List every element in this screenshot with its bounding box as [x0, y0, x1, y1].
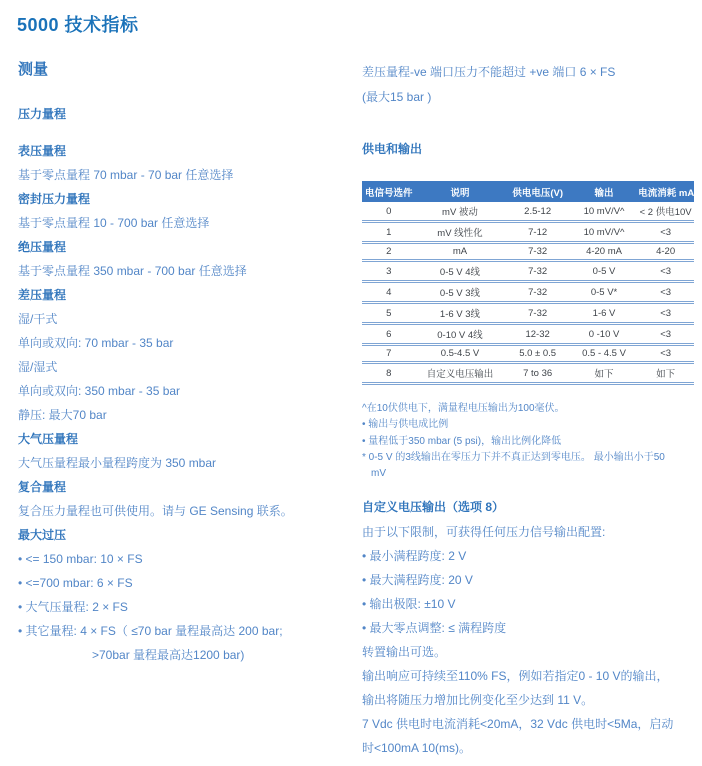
table-cell: 7-32 [504, 243, 570, 261]
spec-line: 单向或双向: 70 mbar - 35 bar [18, 336, 174, 350]
table-footnotes [362, 401, 696, 482]
group-heading: 表压量程 [18, 144, 67, 158]
footnote-wrapped: mV [371, 468, 386, 480]
group-heading: 最大过压 [18, 528, 67, 542]
table-cell: 如下 [571, 363, 637, 384]
table-header-cell: 说明 [416, 181, 505, 202]
table-cell: 7-32 [504, 282, 570, 303]
spec-group-compound [18, 481, 358, 517]
left-column [18, 62, 358, 673]
spec-line-wrapped: >70bar 量程最高达1200 bar) [92, 648, 245, 662]
spec-line: 静压: 最大70 bar [18, 408, 107, 422]
table-cell: 0-5 V 3线 [416, 282, 505, 303]
custom-lead-line: 由于以下限制，可获得任何压力信号输出配置: [362, 525, 606, 540]
table-row [362, 222, 694, 243]
table-cell: 7 [362, 345, 416, 363]
subsection-pressure-range: 压力量程 [18, 107, 67, 121]
spec-line: 基于零点量程 350 mbar - 700 bar 任意选择 [18, 264, 247, 278]
custom-bullet: • 输出极限: ±10 V [362, 597, 456, 612]
section-title-power-output: 供电和输出 [362, 142, 423, 156]
table-cell: 0-5 V [571, 261, 637, 282]
table-cell: 0.5-4.5 V [416, 345, 505, 363]
custom-text-line: 7 Vdc 供电时电流消耗<20mA，32 Vdc 供电时<5Ma，启动 [362, 717, 674, 732]
table-cell: 4-20 [637, 243, 694, 261]
custom-text-line: 转置输出可选。 [362, 645, 447, 660]
spec-group-overpressure [18, 529, 358, 661]
table-cell: <3 [637, 282, 694, 303]
table-cell: mV 线性化 [416, 222, 505, 243]
table-row [362, 303, 694, 324]
page-title: 5000 技术指标 [17, 15, 139, 35]
section-title-measurement: 测量 [18, 61, 49, 78]
table-row [362, 202, 694, 222]
table-cell: mA [416, 243, 505, 261]
group-heading: 密封压力量程 [18, 192, 91, 206]
custom-bullet: • 最大满程跨度: 20 V [362, 573, 473, 588]
spec-line: • 大气压量程: 2 × FS [18, 600, 128, 614]
table-cell: 10 mV/V^ [571, 202, 637, 222]
power-output-table [362, 181, 694, 385]
table-cell: 2 [362, 243, 416, 261]
spec-line: 湿/干式 [18, 312, 58, 326]
table-cell: 0-5 V 4线 [416, 261, 505, 282]
group-heading: 大气压量程 [18, 432, 79, 446]
table-row [362, 243, 694, 261]
table-row [362, 324, 694, 345]
table-header-row [362, 181, 694, 202]
table-row [362, 261, 694, 282]
spec-group-sealed [18, 193, 358, 229]
spec-group-barometric [18, 433, 358, 469]
table-cell: 1-6 V 3线 [416, 303, 505, 324]
table-cell: 12-32 [504, 324, 570, 345]
footnote: * 0-5 V 的3线输出在零压力下并不真正达到零电压。 最小输出小于50 [362, 451, 665, 463]
table-cell: 如下 [637, 363, 694, 384]
custom-text-line: 输出响应可持续至110% FS，例如若指定0 - 10 V的输出， [362, 669, 669, 684]
table-header-cell: 电流消耗 mA [637, 181, 694, 202]
custom-text-line: 输出将随压力增加比例变化至少达到 11 V。 [362, 693, 594, 708]
table-cell: 0 -10 V [571, 324, 637, 345]
spec-group-differential [18, 289, 358, 421]
table-cell: 6 [362, 324, 416, 345]
table-header-cell: 供电电压(V) [504, 181, 570, 202]
intro-line: 差压量程-ve 端口压力不能超过 +ve 端口 6 × FS [362, 65, 616, 79]
spec-group-absolute [18, 241, 358, 277]
table-cell: 0 [362, 202, 416, 222]
spec-line: 单向或双向: 350 mbar - 35 bar [18, 384, 181, 398]
spec-line: 基于零点量程 10 - 700 bar 任意选择 [18, 216, 210, 230]
footnote: • 输出与供电成比例 [362, 419, 449, 431]
table-cell: 7 to 36 [504, 363, 570, 384]
custom-bullet: • 最大零点调整: ≤ 满程跨度 [362, 621, 507, 636]
group-heading: 差压量程 [18, 288, 67, 302]
intro-line: (最大15 bar ) [362, 90, 432, 104]
table-cell: <3 [637, 324, 694, 345]
spec-line: 大气压量程最小量程跨度为 350 mbar [18, 456, 217, 470]
table-cell: 0.5 - 4.5 V [571, 345, 637, 363]
table-cell: <3 [637, 222, 694, 243]
spec-group-gauge [18, 145, 358, 181]
table-header-cell: 电信号选件 [362, 181, 416, 202]
table-cell: 自定义电压输出 [416, 363, 505, 384]
table-cell: 1-6 V [571, 303, 637, 324]
group-heading: 复合量程 [18, 480, 67, 494]
table-cell: 1 [362, 222, 416, 243]
spec-line: 基于零点量程 70 mbar - 70 bar 任意选择 [18, 168, 234, 182]
table-cell: 4 [362, 282, 416, 303]
table-cell: 0-10 V 4线 [416, 324, 505, 345]
table-cell: 5 [362, 303, 416, 324]
spec-line: • <=700 mbar: 6 × FS [18, 576, 133, 590]
table-cell: 3 [362, 261, 416, 282]
table-cell: 7-32 [504, 303, 570, 324]
table-header-cell: 输出 [571, 181, 637, 202]
table-cell: 10 mV/V^ [571, 222, 637, 243]
table-cell: 5.0 ± 0.5 [504, 345, 570, 363]
right-column [362, 66, 696, 766]
custom-bullet: • 最小满程跨度: 2 V [362, 549, 467, 564]
spec-line: • <= 150 mbar: 10 × FS [18, 552, 143, 566]
differential-port-note [362, 66, 696, 103]
table-cell: <3 [637, 345, 694, 363]
table-cell: mV 被动 [416, 202, 505, 222]
table-row [362, 363, 694, 384]
spec-line: 复合压力量程也可供使用。请与 GE Sensing 联系。 [18, 504, 293, 518]
footnote: • 量程低于350 mbar (5 psi)，输出比例化降低 [362, 435, 562, 447]
table-cell: 4-20 mA [571, 243, 637, 261]
table-cell: 8 [362, 363, 416, 384]
table-cell: 0-5 V* [571, 282, 637, 303]
table-cell: < 2 供电10V [637, 202, 694, 222]
table-cell: <3 [637, 261, 694, 282]
spec-line: 湿/湿式 [18, 360, 58, 374]
table-row [362, 345, 694, 363]
group-heading: 绝压量程 [18, 240, 67, 254]
section-title-custom-voltage: 自定义电压输出（选项 8） [362, 500, 505, 515]
spec-line: • 其它量程: 4 × FS（ ≤70 bar 量程最高达 200 bar; [18, 624, 283, 638]
table-cell: 7-12 [504, 222, 570, 243]
table-cell: 2.5-12 [504, 202, 570, 222]
custom-text-line: 时<100mA 10(ms)。 [362, 741, 472, 756]
table-cell: 7-32 [504, 261, 570, 282]
table-cell: <3 [637, 303, 694, 324]
footnote: ^在10伏供电下，满量程电压输出为100毫伏。 [362, 403, 565, 414]
table-row [362, 282, 694, 303]
custom-voltage-output-section [362, 501, 696, 754]
